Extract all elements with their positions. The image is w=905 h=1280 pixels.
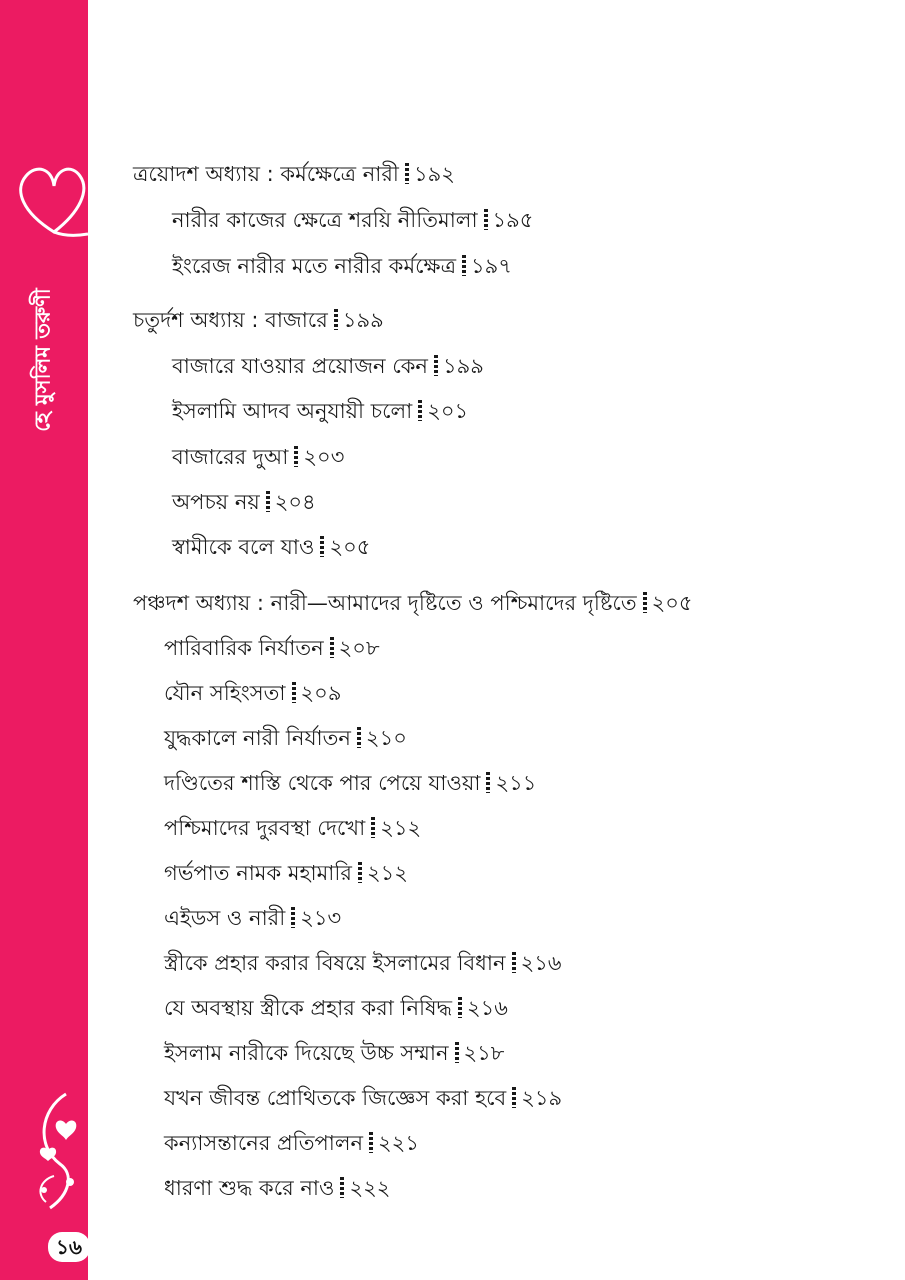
- toc-entry-title: স্ত্রীকে প্রহার করার বিষয়ে ইসলামের বিধান: [164, 951, 506, 975]
- dotted-separator: [643, 592, 647, 613]
- toc-entry-title: যৌন সহিংসতা: [164, 681, 286, 705]
- toc-entry: [164, 723, 407, 753]
- toc-entry: [164, 678, 341, 708]
- toc-entry-page: ২২১: [378, 1131, 419, 1155]
- toc-entry-title: পশ্চিমাদের দুরবস্থা দেখো: [164, 816, 366, 840]
- toc-entry-title: ইসলামি আদব অনুযায়ী চলো: [172, 399, 413, 423]
- toc-entry-title: যখন জীবন্ত প্রোথিতকে জিজ্ঞেস করা হবে: [164, 1086, 507, 1110]
- toc-entry-page: ২০৫: [651, 591, 693, 615]
- toc-entry-page: ১৯৫: [492, 208, 534, 232]
- dotted-separator: [418, 400, 422, 421]
- toc-entry-page: ২১৬: [467, 996, 508, 1020]
- toc-entry-title: ইসলাম নারীকে দিয়েছে উচ্চ সম্মান: [164, 1041, 449, 1065]
- toc-entry: [164, 858, 408, 888]
- toc-entry-title: স্বামীকে বলে যাও: [172, 535, 315, 559]
- toc-entry: [172, 442, 344, 472]
- toc-entry: [164, 633, 380, 663]
- dotted-separator: [512, 952, 516, 973]
- toc-chapter-15: [133, 588, 693, 618]
- toc-entry: [172, 351, 484, 381]
- dotted-separator: [486, 772, 490, 793]
- dotted-separator: [334, 309, 338, 330]
- dotted-separator: [371, 817, 375, 838]
- toc-entry-title: পারিবারিক নির্যাতন: [164, 636, 324, 660]
- toc-entry-page: ২১০: [365, 726, 407, 750]
- toc-entry-title: বাজারের দুআ: [172, 445, 289, 469]
- toc-entry-title: নারীর কাজের ক্ষেত্রে শরয়ি নীতিমালা: [172, 208, 478, 232]
- dotted-separator: [330, 637, 334, 658]
- side-bar: [0, 0, 88, 1280]
- toc-chapter-13: [133, 159, 455, 189]
- dotted-separator: [369, 1132, 373, 1153]
- dotted-separator: [266, 491, 270, 512]
- toc-entry-page: ২০১: [427, 399, 469, 423]
- toc-entry: [172, 205, 533, 235]
- toc-entry-page: ২২২: [349, 1176, 391, 1200]
- toc-entry-title: পঞ্চদশ অধ্যায় : নারী—আমাদের দৃষ্টিতে ও পশ্চিমাদের দৃষ্টিতে: [133, 591, 637, 615]
- toc-entry-page: ২১৩: [300, 906, 342, 930]
- toc-entry-title: বাজারে যাওয়ার প্রয়োজন কেন: [172, 354, 428, 378]
- toc-entry-title: গর্ভপাত নামক মহামারি: [164, 861, 352, 885]
- dotted-separator: [340, 1177, 344, 1198]
- toc-entry-page: ২০৫: [329, 535, 371, 559]
- sidebar-book-title: হে মুসলিম তরুণী: [30, 288, 55, 432]
- toc-entry: [172, 487, 316, 517]
- toc-entry-page: ২১৮: [463, 1041, 505, 1065]
- toc-chapter-14: [133, 305, 384, 335]
- toc-entry: [164, 993, 508, 1023]
- dotted-separator: [294, 446, 298, 467]
- toc-entry-page: ১৯৯: [442, 354, 484, 378]
- toc-entry: [164, 768, 536, 798]
- dotted-separator: [455, 1042, 459, 1063]
- toc-entry-title: চতুর্দশ অধ্যায় : বাজারে: [133, 308, 328, 332]
- toc-entry-page: ১৯৭: [471, 254, 512, 278]
- toc-entry: [164, 903, 341, 933]
- toc-entry-title: ধারণা শুদ্ধ করে নাও: [164, 1176, 335, 1200]
- toc-entry-page: ২১৯: [521, 1086, 563, 1110]
- toc-entry-page: ২১৬: [520, 951, 562, 975]
- dotted-separator: [292, 682, 296, 703]
- toc-entry-title: যুদ্ধকালে নারী নির্যাতন: [164, 726, 351, 750]
- dotted-separator: [512, 1087, 516, 1108]
- dotted-separator: [320, 536, 324, 557]
- toc-entry: [172, 396, 468, 426]
- dotted-separator: [291, 907, 295, 928]
- toc-entry-page: ১৯৯: [342, 308, 384, 332]
- dotted-separator: [462, 255, 466, 276]
- toc-entry: [164, 1173, 390, 1203]
- toc-entry: [164, 813, 421, 843]
- toc-entry-page: ১৯২: [413, 162, 455, 186]
- dotted-separator: [358, 862, 362, 883]
- toc-entry-title: কন্যাসন্তানের প্রতিপালন: [164, 1131, 364, 1155]
- toc-entry-title: ত্রয়োদশ অধ্যায় : কর্মক্ষেত্রে নারী: [133, 162, 399, 186]
- toc-entry-title: অপচয় নয়: [172, 490, 260, 514]
- toc-entry: [172, 532, 370, 562]
- dotted-separator: [434, 355, 438, 376]
- page-number: ১৬: [48, 1232, 90, 1262]
- toc-entry-page: ২০৩: [303, 445, 345, 469]
- dotted-separator: [484, 209, 488, 230]
- toc-entry-title: এইডস ও নারী: [164, 906, 286, 930]
- toc-entry: [164, 1128, 419, 1158]
- toc-entry-page: ২১২: [380, 816, 422, 840]
- toc-entry-page: ২১১: [495, 771, 537, 795]
- toc-entry: [164, 1038, 504, 1068]
- toc-entry-title: দণ্ডিতের শাস্তি থেকে পার পেয়ে যাওয়া: [164, 771, 481, 795]
- heart-outline-icon: [14, 160, 88, 240]
- toc-entry-title: ইংরেজ নারীর মতে নারীর কর্মক্ষেত্র: [172, 254, 456, 278]
- toc-entry: [164, 1083, 562, 1113]
- dotted-separator: [458, 997, 462, 1018]
- toc-entry-page: ২০৪: [274, 490, 316, 514]
- toc-entry: [164, 948, 562, 978]
- toc-entry-page: ২০৯: [300, 681, 342, 705]
- toc-entry-page: ২০৮: [338, 636, 380, 660]
- toc-entry-page: ২১২: [366, 861, 408, 885]
- dotted-separator: [357, 727, 361, 748]
- toc-entry-title: যে অবস্থায় স্ত্রীকে প্রহার করা নিষিদ্ধ: [164, 996, 453, 1020]
- toc-entry: [172, 251, 512, 281]
- dotted-separator: [405, 163, 409, 184]
- floral-hearts-icon: [30, 1090, 86, 1220]
